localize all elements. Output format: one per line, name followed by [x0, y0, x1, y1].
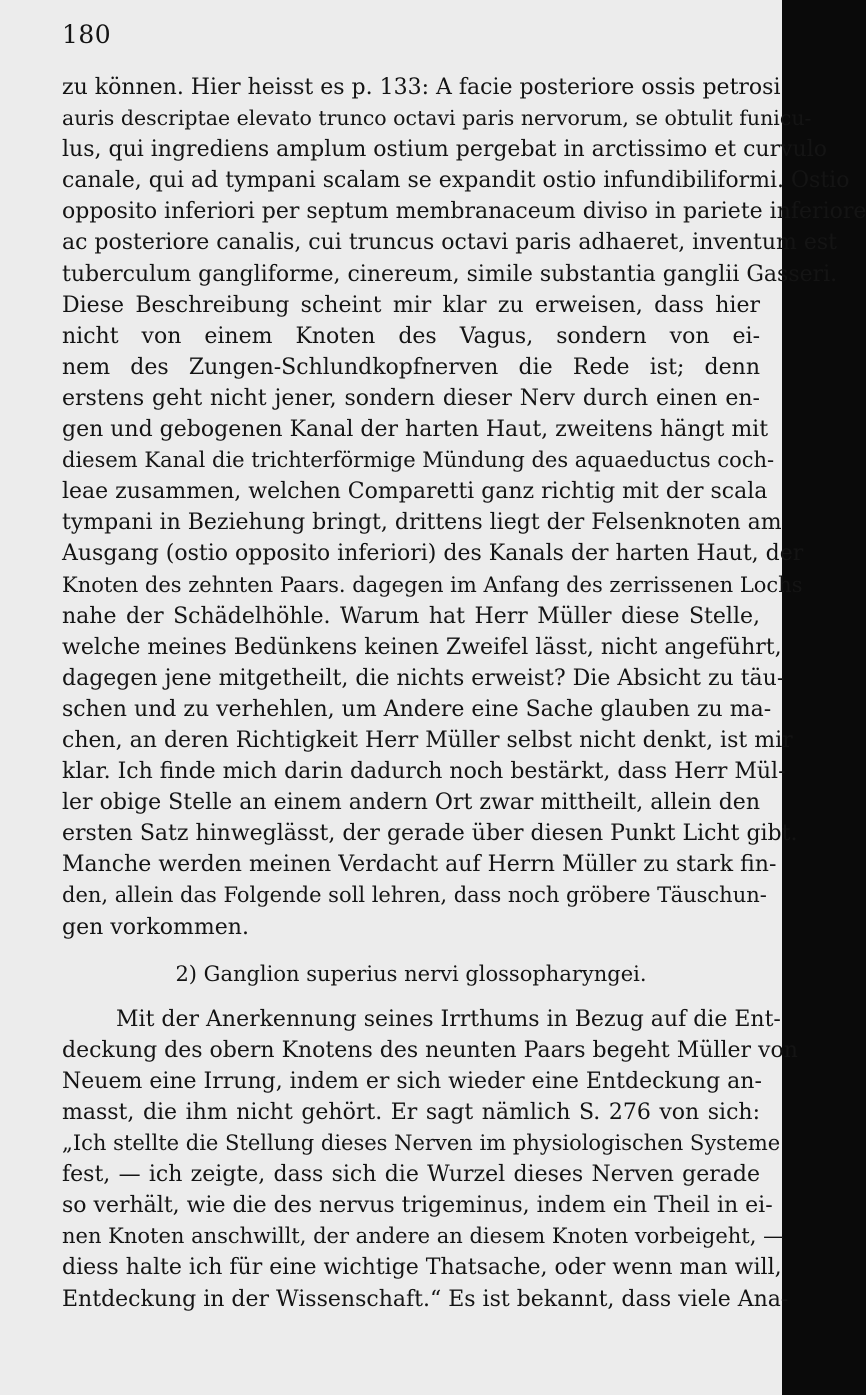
text-line: diess halte ich für eine wichtige Thatsache, oder wenn man will, [62, 1255, 782, 1281]
text-line: leae zusammen, welchen Comparetti ganz richtig mit der scala [62, 479, 768, 505]
text-line: welche meines Bedünkens keinen Zweifel lässt, nicht angeführt, [62, 634, 782, 660]
text-line: ersten Satz hinweglässt, der gerade über diesen Punkt Licht gibt. [62, 821, 798, 847]
text-line: nicht von einem Knoten des Vagus, sondern von ei- [62, 323, 760, 349]
text-line: tuberculum gangliforme, cinereum, simile substantia ganglii Gasseri. [62, 261, 838, 287]
text-line: Mit der Anerkennung seines Irrthums in Bezug auf die Ent- [116, 1006, 781, 1032]
text-line: „Ich stellte die Stellung dieses Nerven im physiologischen Systeme [62, 1131, 781, 1156]
text-line: Entdeckung in der Wissenschaft.“ Es ist bekannt, dass viele Ana- [62, 1286, 789, 1312]
text-line: ac posteriore canalis, cui truncus octavi paris adhaeret, inventum est [62, 230, 838, 256]
text-line: nen Knoten anschwillt, der andere an diesem Knoten vorbeigeht, — [62, 1224, 785, 1249]
text-line: nahe der Schädelhöhle. Warum hat Herr Müller diese Stelle, [62, 603, 760, 629]
text-line: Diese Beschreibung scheint mir klar zu erweisen, dass hier [62, 292, 760, 318]
text-line: diesem Kanal die trichterförmige Mündung des aquaeductus coch- [62, 448, 775, 473]
text-line: klar. Ich finde mich darin dadurch noch bestärkt, dass Herr Mül- [62, 759, 786, 785]
section-heading: 2) Ganglion superius nervi glossopharyngei. [175, 961, 647, 986]
text-line: opposito inferiori per septum membranaceum diviso in pariete inferiore [62, 199, 866, 225]
text-line: auris descriptae elevato trunco octavi paris nervorum, se obtulit funicu- [62, 106, 812, 131]
text-line: zu können. Hier heisst es p. 133: A facie posteriore ossis petrosi [62, 75, 781, 100]
text-line: nem des Zungen-Schlundkopfnerven die Rede ist; denn [62, 354, 760, 380]
text-line: tympani in Beziehung bringt, drittens liegt der Felsenknoten am [62, 510, 782, 536]
text-line: masst, die ihm nicht gehört. Er sagt nämlich S. 276 von sich: [62, 1100, 760, 1125]
page-number: 180 [62, 20, 112, 49]
text-line: chen, an deren Richtigkeit Herr Müller selbst nicht denkt, ist mir [62, 727, 793, 753]
text-line: fest, — ich zeigte, dass sich die Wurzel dieses Nerven gerade [62, 1162, 760, 1188]
body-text [62, 72, 866, 1315]
text-line: dagegen jene mitgetheilt, die nichts erweist? Die Absicht zu täu- [62, 665, 785, 691]
text-line: Manche werden meinen Verdacht auf Herrn Müller zu stark fin- [62, 852, 777, 878]
text-line: deckung des obern Knotens des neunten Paars begeht Müller von [62, 1037, 798, 1063]
text-line: lus, qui ingrediens amplum ostium pergebat in arctissimo et curvulo [62, 137, 827, 163]
text-line: canale, qui ad tympani scalam se expandit ostio infundibiliformi. Ostio [62, 168, 850, 194]
text-line: ler obige Stelle an einem andern Ort zwar mittheilt, allein den [62, 790, 760, 816]
text-line: schen und zu verhehlen, um Andere eine Sache glauben zu ma- [62, 696, 772, 722]
text-line: den, allein das Folgende soll lehren, dass noch gröbere Täuschun- [62, 883, 767, 908]
text-line: Ausgang (ostio opposito inferiori) des Kanals der harten Haut, der [62, 541, 804, 567]
text-line: gen und gebogenen Kanal der harten Haut, zweitens hängt mit [62, 417, 769, 443]
text-line: so verhält, wie die des nervus trigeminus, indem ein Theil in ei- [62, 1193, 773, 1219]
text-line: gen vorkommen. [62, 914, 249, 940]
text-line: erstens geht nicht jener, sondern dieser Nerv durch einen en- [62, 385, 760, 411]
text-line: Knoten des zehnten Paars. dagegen im Anfang des zerrissenen Lochs [62, 572, 803, 597]
text-line: Neuem eine Irrung, indem er sich wieder eine Entdeckung an- [62, 1068, 762, 1094]
